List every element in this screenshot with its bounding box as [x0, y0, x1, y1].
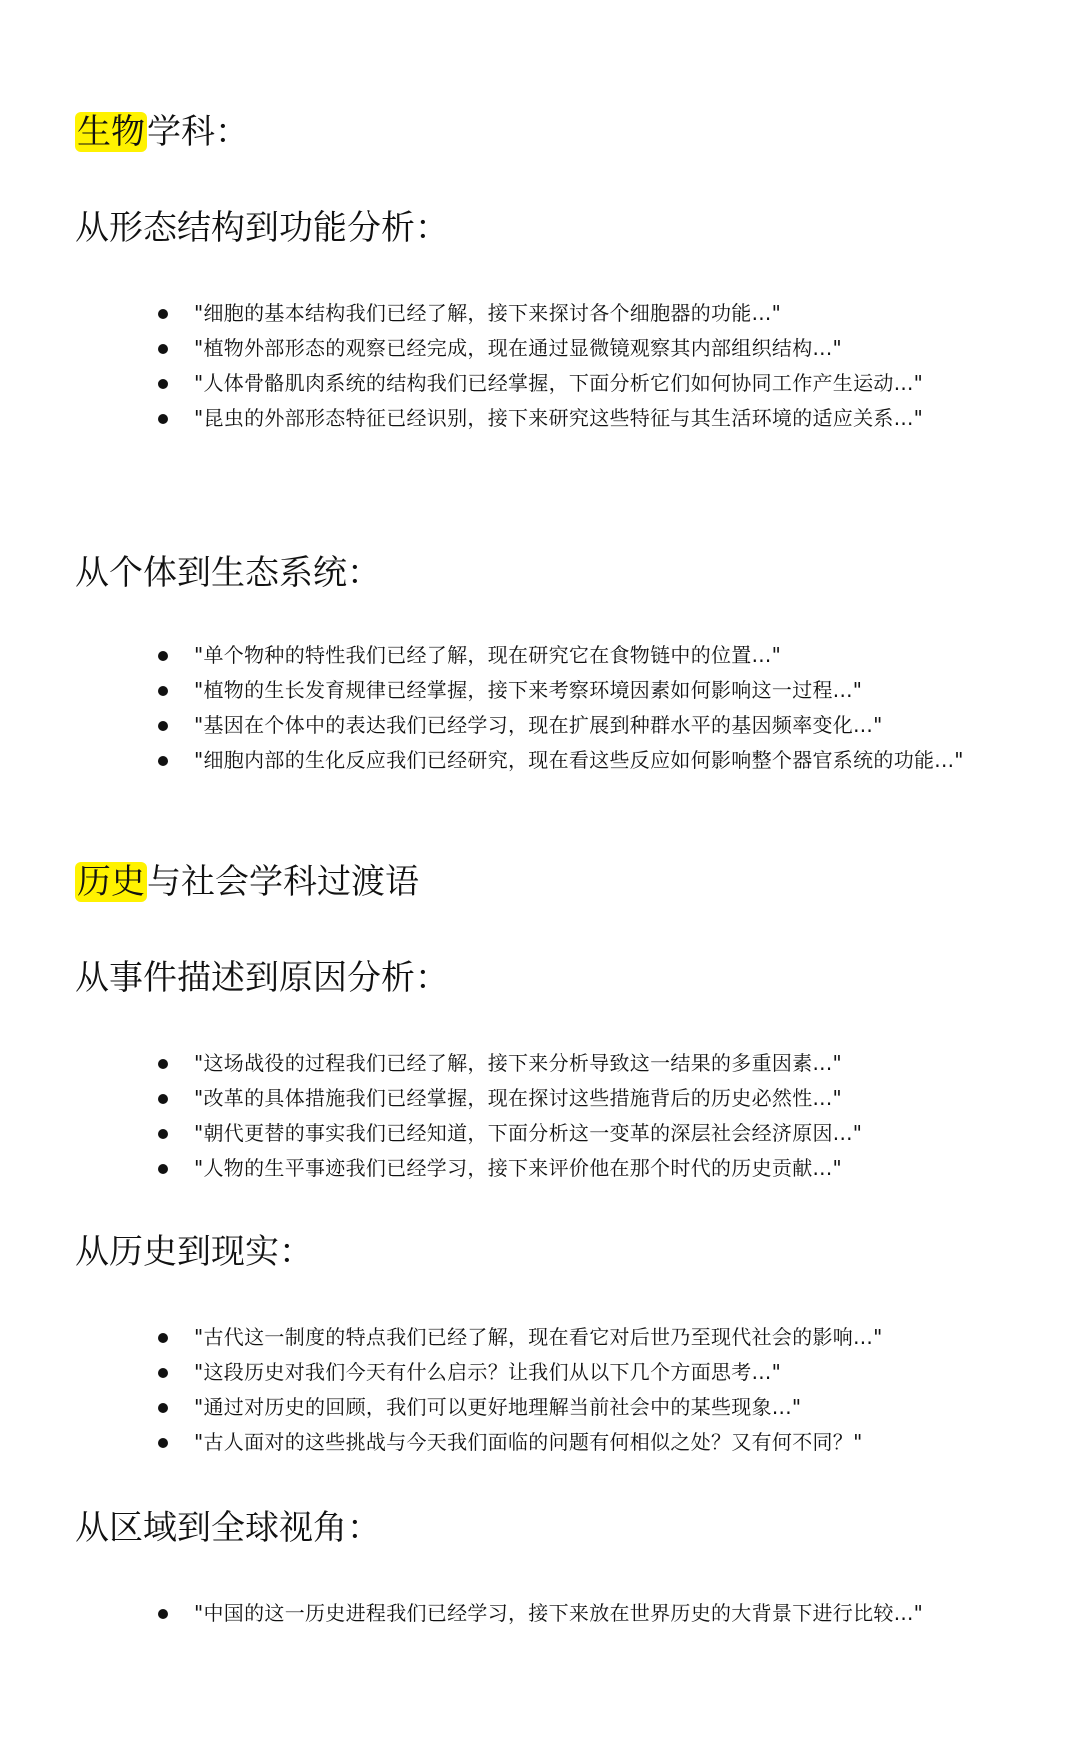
- title-rest: 学科：: [147, 112, 249, 152]
- bullet-icon: [158, 651, 168, 661]
- list-item: "这段历史对我们今天有什么启示？让我们从以下几个方面思考...": [158, 1355, 1030, 1390]
- bullet-icon: [158, 1333, 168, 1343]
- title-highlight: 历史: [77, 862, 145, 902]
- subheading: 从事件描述到原因分析：: [75, 958, 449, 998]
- list-item: "这场战役的过程我们已经了解，接下来分析导致这一结果的多重因素...": [158, 1046, 1030, 1081]
- list-item: "通过对历史的回顾，我们可以更好地理解当前社会中的某些现象...": [158, 1390, 1030, 1425]
- bullet-icon: [158, 309, 168, 319]
- list-item: "单个物种的特性我们已经了解，现在研究它在食物链中的位置...": [158, 638, 1030, 673]
- bullet-icon: [158, 1129, 168, 1139]
- title-highlight: 生物: [77, 112, 145, 152]
- list-item: "植物的生长发育规律已经掌握，接下来考察环境因素如何影响这一过程...": [158, 673, 1030, 708]
- bullet-list: [158, 638, 1030, 778]
- list-item: "朝代更替的事实我们已经知道，下面分析这一变革的深层社会经济原因...": [158, 1116, 1030, 1151]
- section-title-history: [75, 862, 419, 902]
- list-item: "植物外部形态的观察已经完成，现在通过显微镜观察其内部组织结构...": [158, 331, 1030, 366]
- bullet-list: [158, 1596, 1030, 1631]
- subheading: 从形态结构到功能分析：: [75, 208, 449, 248]
- bullet-icon: [158, 686, 168, 696]
- bullet-list: [158, 296, 1030, 436]
- list-item: "昆虫的外部形态特征已经识别，接下来研究这些特征与其生活环境的适应关系...": [158, 401, 1030, 436]
- bullet-list: [158, 1046, 1030, 1186]
- section-title-biology: [75, 112, 249, 152]
- list-item: "古人面对的这些挑战与今天我们面临的问题有何相似之处？又有何不同？": [158, 1425, 1030, 1460]
- list-item: "人物的生平事迹我们已经学习，接下来评价他在那个时代的历史贡献...": [158, 1151, 1030, 1186]
- bullet-icon: [158, 756, 168, 766]
- bullet-icon: [158, 1094, 168, 1104]
- title-rest: 与社会学科过渡语: [147, 862, 419, 902]
- list-item: "中国的这一历史进程我们已经学习，接下来放在世界历史的大背景下进行比较...": [158, 1596, 1030, 1631]
- bullet-icon: [158, 1438, 168, 1448]
- subheading: 从区域到全球视角：: [75, 1508, 381, 1548]
- list-item: "改革的具体措施我们已经掌握，现在探讨这些措施背后的历史必然性...": [158, 1081, 1030, 1116]
- bullet-icon: [158, 721, 168, 731]
- subheading: 从历史到现实：: [75, 1232, 313, 1272]
- bullet-icon: [158, 414, 168, 424]
- list-item: "古代这一制度的特点我们已经了解，现在看它对后世乃至现代社会的影响...": [158, 1320, 1030, 1355]
- bullet-icon: [158, 1403, 168, 1413]
- bullet-icon: [158, 1059, 168, 1069]
- list-item: "基因在个体中的表达我们已经学习，现在扩展到种群水平的基因频率变化...": [158, 708, 1030, 743]
- list-item: "细胞内部的生化反应我们已经研究，现在看这些反应如何影响整个器官系统的功能...": [158, 743, 1030, 778]
- list-item: "细胞的基本结构我们已经了解，接下来探讨各个细胞器的功能...": [158, 296, 1030, 331]
- bullet-icon: [158, 1164, 168, 1174]
- list-item: "人体骨骼肌肉系统的结构我们已经掌握，下面分析它们如何协同工作产生运动...": [158, 366, 1030, 401]
- bullet-icon: [158, 1368, 168, 1378]
- bullet-icon: [158, 344, 168, 354]
- bullet-icon: [158, 1609, 168, 1619]
- subheading: 从个体到生态系统：: [75, 553, 381, 593]
- bullet-list: [158, 1320, 1030, 1460]
- bullet-icon: [158, 379, 168, 389]
